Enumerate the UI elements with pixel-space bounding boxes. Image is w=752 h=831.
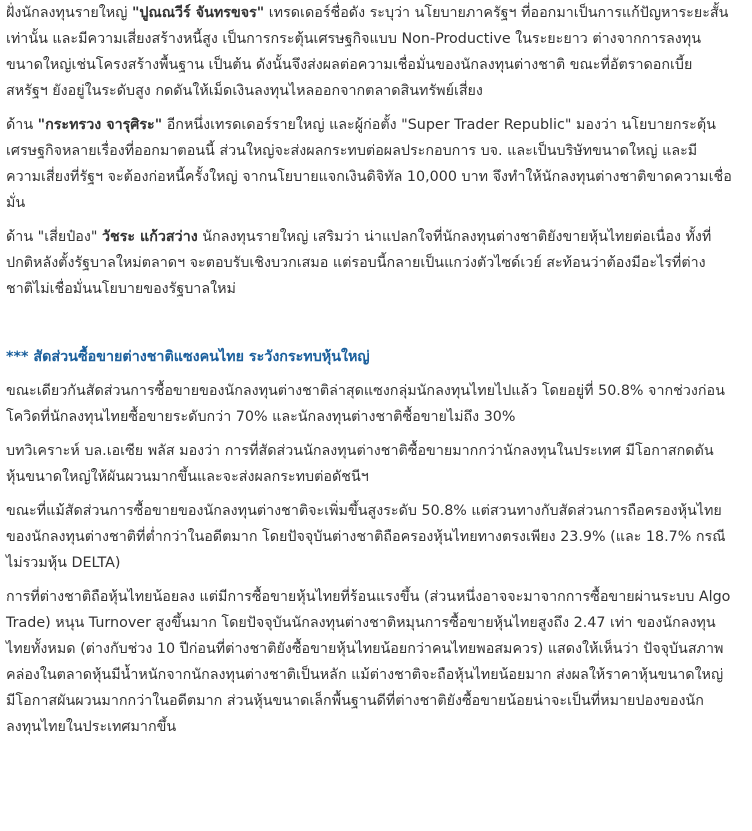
paragraph-krasuang xyxy=(6,112,732,216)
paragraph-punnawee xyxy=(6,0,732,104)
paragraph-prefix: ฝั่งนักลงทุนรายใหญ่ xyxy=(6,5,132,21)
paragraph-text: เทรดเดอร์ชื่อดัง ระบุว่า นโยบายภาครัฐฯ ที่ออกมาเป็นการแก้ปัญหาระยะสั้นเท่านั้น และมีความเสี่ยงสร้างหนี้สูง เป็นการกระตุ้นเศรษฐกิจแบบ Non-Productive ในระยะยาว ต่างจากการลงทุนขนาดใหญ่เช่นโครงสร้างพื้นฐาน เป็นต้น ดังนั้นจึงส่งผลต่อความเชื่อมั่นของนักลงทุนต่างชาติ ขณะที่อัตราดอกเบี้ยสหรัฐฯ ยังอยู่ในระดับสูง กดดันให้เม็ดเงินลงทุนไหลออกจากตลาดสินทรัพย์เสี่ยง xyxy=(6,5,729,99)
person-name-krasuang: "กระทรวง จารุศิระ" xyxy=(37,117,163,133)
section-heading: *** สัดส่วนซื้อขายต่างชาติแซงคนไทย ระวังกระทบหุ้นใหญ่ xyxy=(6,349,370,365)
paragraph-watchara xyxy=(6,224,732,302)
paragraph-text: อีกหนึ่งเทรดเดอร์รายใหญ่ และผู้ก่อตั้ง "Super Trader Republic" มองว่า นโยบายกระตุ้นเศรษฐกิจหลายเรื่องที่ออกมาตอนนี้ ส่วนใหญ่จะส่งผลกระทบต่อผลประกอบการ บจ. และเป็นบริษัทขนาดใหญ่ และมีความเสี่ยงที่รัฐฯ จะต้องก่อหนี้ครั้งใหญ่ จากนโยบายแจกเงินดิจิทัล 10,000 บาท จึงทำให้นักลงทุนต่างชาติขาดความเชื่อมั่น xyxy=(6,117,732,211)
person-name-punnawee: "ปูณณวีร์ จันทรขจร" xyxy=(131,5,265,21)
paragraph-asia-plus-analysis: บทวิเคราะห์ บล.เอเซีย พลัส มองว่า การที่สัดส่วนนักลงทุนต่างชาติซื้อขายมากกว่านักลงทุนในประเทศ มีโอกาสกดดันหุ้นขนาดใหญ่ให้ผันผวนมากขึ้นและจะส่งผลกระทบต่อดัชนีฯ xyxy=(6,443,714,485)
paragraph-trading-ratio: ขณะเดียวกันสัดส่วนการซื้อขายของนักลงทุนต่างชาติล่าสุดแซงกลุ่มนักลงทุนไทยไปแล้ว โดยอยู่ที่ 50.8% จากช่วงก่อนโควิดที่นักลงทุนไทยซื้อขายระดับกว่า 70% และนักลงทุนต่างชาติซื้อขายไม่ถึง 30% xyxy=(6,383,725,425)
paragraph-turnover: การที่ต่างชาติถือหุ้นไทยน้อยลง แต่มีการซื้อขายหุ้นไทยที่ร้อนแรงขึ้น (ส่วนหนึ่งอาจจะมาจากการซื้อขายผ่านระบบ Algo Trade) หนุน Turnover สูงขึ้นมาก โดยปัจจุบันนักลงทุนต่างชาติหมุนการซื้อขายหุ้นไทยสูงถึง 2.47 เท่า ของนักลงทุนไทยทั้งหมด (ต่างกับช่วง 10 ปีก่อนที่ต่างชาติยังซื้อขายหุ้นไทยน้อยกว่าคนไทยพอสมควร) แสดงให้เห็นว่า ปัจจุบันสภาพคล่องในตลาดหุ้นมีน้ำหนักจากนักลงทุนต่างชาติเป็นหลัก แม้ต่างชาติจะถือหุ้นไทยน้อยมาก ส่งผลให้ราคาหุ้นขนาดใหญ่มีโอกาสผันผวนมากกว่าในอดีตมาก ส่วนหุ้นขนาดเล็กพื้นฐานดีที่ต่างชาติยังซื้อขายน้อยน่าจะเป็นที่หมายปองของนักลงทุนไทยในประเทศมากขึ้น xyxy=(6,589,731,735)
section-spacer xyxy=(6,310,732,344)
paragraph-text: นักลงทุนรายใหญ่ เสริมว่า น่าแปลกใจที่นักลงทุนต่างชาติยังขายหุ้นไทยต่อเนื่อง ทั้งที่ปกติหลังตั้งรัฐบาลใหม่ตลาดฯ จะตอบรับเชิงบวกเสมอ แต่รอบนี้กลายเป็นแกว่งตัวไซด์เวย์ สะท้อนว่าต้องมีอะไรที่ต่างชาติไม่เชื่อมั่นนโยบายของรัฐบาลใหม่ xyxy=(6,229,712,297)
paragraph-prefix: ด้าน xyxy=(6,117,38,133)
person-name-watchara: วัชระ แก้วสว่าง xyxy=(101,229,198,245)
paragraph-foreign-holding: ขณะที่แม้สัดส่วนการซื้อขายของนักลงทุนต่างชาติจะเพิ่มขึ้นสูงระดับ 50.8% แต่สวนทางกับสัดส่วนการถือครองหุ้นไทยของนักลงทุนต่างชาติที่ต่ำกว่าในอดีตมาก โดยปัจจุบันต่างชาติถือครองหุ้นไทยทางตรงเพียง 23.9% (และ 18.7% กรณีไม่รวมหุ้น DELTA) xyxy=(6,503,726,571)
paragraph-prefix: ด้าน "เสี่ยป๋อง" xyxy=(6,229,102,245)
